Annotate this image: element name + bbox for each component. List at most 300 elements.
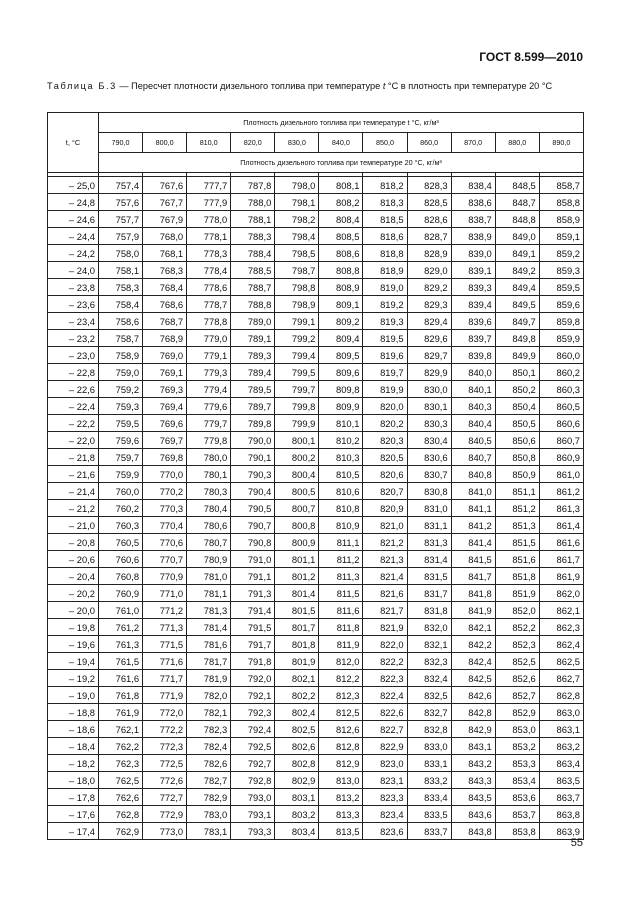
table-row <box>48 177 584 194</box>
density-cell: 820,0 <box>363 398 407 415</box>
density-cell: 813,3 <box>319 806 363 823</box>
density-cell: 771,0 <box>143 585 187 602</box>
density-cell: 849,4 <box>495 279 539 296</box>
density-cell: 793,3 <box>231 823 275 840</box>
density-cell: 791,4 <box>231 602 275 619</box>
table-row <box>48 432 584 449</box>
density-cell: 812,8 <box>319 738 363 755</box>
temperature-cell: – 24,6 <box>48 211 99 228</box>
density-cell: 808,6 <box>319 245 363 262</box>
density-cell: 811,9 <box>319 636 363 653</box>
density-cell: 841,0 <box>451 483 495 500</box>
density-cell: 772,6 <box>143 772 187 789</box>
density-cell: 759,0 <box>99 364 143 381</box>
density-cell: 853,8 <box>495 823 539 840</box>
density-cell: 812,9 <box>319 755 363 772</box>
density-cell: 771,9 <box>143 687 187 704</box>
density-cell: 761,6 <box>99 670 143 687</box>
density-cell: 772,9 <box>143 806 187 823</box>
density-cell: 853,0 <box>495 721 539 738</box>
density-cell: 849,9 <box>495 347 539 364</box>
density-cell: 782,1 <box>187 704 231 721</box>
density-cell: 839,1 <box>451 262 495 279</box>
temperature-cell: – 24,2 <box>48 245 99 262</box>
density-cell: 770,9 <box>143 568 187 585</box>
density-cell: 832,1 <box>407 636 451 653</box>
density-cell: 798,4 <box>275 228 319 245</box>
density-cell: 767,9 <box>143 211 187 228</box>
density-cell: 790,1 <box>231 449 275 466</box>
density-cell: 791,5 <box>231 619 275 636</box>
density-cell: 801,4 <box>275 585 319 602</box>
table-row <box>48 704 584 721</box>
density-cell: 849,7 <box>495 313 539 330</box>
density-cell: 773,0 <box>143 823 187 840</box>
density-cell: 841,4 <box>451 534 495 551</box>
density-cell: 821,2 <box>363 534 407 551</box>
density-cell: 760,9 <box>99 585 143 602</box>
density-cell: 788,0 <box>231 194 275 211</box>
density-cell: 858,8 <box>539 194 583 211</box>
density-cell: 819,0 <box>363 279 407 296</box>
temperature-cell: – 20,0 <box>48 602 99 619</box>
density-cell: 780,7 <box>187 534 231 551</box>
density-cell: 848,7 <box>495 194 539 211</box>
density-cell: 761,0 <box>99 602 143 619</box>
density-cell: 830,7 <box>407 466 451 483</box>
density-cell: 840,4 <box>451 415 495 432</box>
temperature-cell: – 19,8 <box>48 619 99 636</box>
density-cell: 819,2 <box>363 296 407 313</box>
density-cell: 842,6 <box>451 687 495 704</box>
density-cell: 843,5 <box>451 789 495 806</box>
density-cell: 843,6 <box>451 806 495 823</box>
density-cell: 787,8 <box>231 177 275 194</box>
density-cell: 862,0 <box>539 585 583 602</box>
density-cell: 833,4 <box>407 789 451 806</box>
density-cell: 859,3 <box>539 262 583 279</box>
density-cell: 778,6 <box>187 279 231 296</box>
density-cell: 802,1 <box>275 670 319 687</box>
temperature-cell: – 19,0 <box>48 687 99 704</box>
density-cell: 762,9 <box>99 823 143 840</box>
density-cell: 771,7 <box>143 670 187 687</box>
density-cell: 818,5 <box>363 211 407 228</box>
density-cell: 812,6 <box>319 721 363 738</box>
density-column-header: 800,0 <box>143 133 187 153</box>
density-cell: 841,7 <box>451 568 495 585</box>
table-row <box>48 755 584 772</box>
density-cell: 851,3 <box>495 517 539 534</box>
density-cell: 799,1 <box>275 313 319 330</box>
density-cell: 768,7 <box>143 313 187 330</box>
density-cell: 862,1 <box>539 602 583 619</box>
density-cell: 790,5 <box>231 500 275 517</box>
density-cell: 861,9 <box>539 568 583 585</box>
density-cell: 758,7 <box>99 330 143 347</box>
table-row <box>48 517 584 534</box>
density-cell: 822,6 <box>363 704 407 721</box>
density-cell: 818,3 <box>363 194 407 211</box>
density-cell: 769,6 <box>143 415 187 432</box>
density-cell: 757,6 <box>99 194 143 211</box>
density-cell: 779,6 <box>187 398 231 415</box>
density-cell: 759,2 <box>99 381 143 398</box>
density-cell: 788,3 <box>231 228 275 245</box>
temperature-cell: – 22,6 <box>48 381 99 398</box>
table-row <box>48 262 584 279</box>
density-cell: 839,6 <box>451 313 495 330</box>
density-cell: 762,2 <box>99 738 143 755</box>
density-cell: 798,8 <box>275 279 319 296</box>
table-row <box>48 381 584 398</box>
density-cell: 822,3 <box>363 670 407 687</box>
density-cell: 772,2 <box>143 721 187 738</box>
density-cell: 758,3 <box>99 279 143 296</box>
density-cell: 828,5 <box>407 194 451 211</box>
density-cell: 810,8 <box>319 500 363 517</box>
density-cell: 850,9 <box>495 466 539 483</box>
density-cell: 758,6 <box>99 313 143 330</box>
density-cell: 762,8 <box>99 806 143 823</box>
density-column-header: 860,0 <box>407 133 451 153</box>
density-cell: 841,5 <box>451 551 495 568</box>
table-row <box>48 806 584 823</box>
density-cell: 790,7 <box>231 517 275 534</box>
density-cell: 803,2 <box>275 806 319 823</box>
density-cell: 770,3 <box>143 500 187 517</box>
density-cell: 833,7 <box>407 823 451 840</box>
density-cell: 840,5 <box>451 432 495 449</box>
density-cell: 860,6 <box>539 415 583 432</box>
density-cell: 853,7 <box>495 806 539 823</box>
temperature-cell: – 21,0 <box>48 517 99 534</box>
table-row <box>48 738 584 755</box>
density-cell: 783,1 <box>187 823 231 840</box>
density-column-header: 890,0 <box>539 133 583 153</box>
density-cell: 840,8 <box>451 466 495 483</box>
density-cell: 792,8 <box>231 772 275 789</box>
density-cell: 852,7 <box>495 687 539 704</box>
density-cell: 760,0 <box>99 483 143 500</box>
density-cell: 780,9 <box>187 551 231 568</box>
temperature-cell: – 17,6 <box>48 806 99 823</box>
density-cell: 803,4 <box>275 823 319 840</box>
density-cell: 860,0 <box>539 347 583 364</box>
density-cell: 819,9 <box>363 381 407 398</box>
density-cell: 761,9 <box>99 704 143 721</box>
table-row <box>48 653 584 670</box>
density-cell: 863,7 <box>539 789 583 806</box>
density-cell: 838,9 <box>451 228 495 245</box>
temperature-cell: – 19,4 <box>48 653 99 670</box>
table-row <box>48 466 584 483</box>
density-cell: 833,5 <box>407 806 451 823</box>
density-cell: 839,8 <box>451 347 495 364</box>
density-cell: 772,5 <box>143 755 187 772</box>
density-cell: 859,5 <box>539 279 583 296</box>
density-cell: 848,5 <box>495 177 539 194</box>
table-row <box>48 364 584 381</box>
density-cell: 823,3 <box>363 789 407 806</box>
density-cell: 832,5 <box>407 687 451 704</box>
density-cell: 759,3 <box>99 398 143 415</box>
density-cell: 790,3 <box>231 466 275 483</box>
density-cell: 830,3 <box>407 415 451 432</box>
density-column-header: 810,0 <box>187 133 231 153</box>
table-row <box>48 585 584 602</box>
density-cell: 791,7 <box>231 636 275 653</box>
density-cell: 769,8 <box>143 449 187 466</box>
density-cell: 779,0 <box>187 330 231 347</box>
density-cell: 849,8 <box>495 330 539 347</box>
density-cell: 762,6 <box>99 789 143 806</box>
group-header-top: Плотность дизельного топлива при температуре t °С, кг/м³ <box>99 113 584 133</box>
density-cell: 812,5 <box>319 704 363 721</box>
density-cell: 759,9 <box>99 466 143 483</box>
temperature-cell: – 24,4 <box>48 228 99 245</box>
table-row <box>48 347 584 364</box>
density-cell: 859,1 <box>539 228 583 245</box>
density-cell: 829,6 <box>407 330 451 347</box>
density-cell: 863,8 <box>539 806 583 823</box>
table-row <box>48 398 584 415</box>
density-cell: 798,9 <box>275 296 319 313</box>
density-cell: 821,3 <box>363 551 407 568</box>
density-cell: 811,2 <box>319 551 363 568</box>
density-cell: 851,6 <box>495 551 539 568</box>
density-cell: 768,3 <box>143 262 187 279</box>
density-cell: 802,4 <box>275 704 319 721</box>
density-cell: 822,4 <box>363 687 407 704</box>
density-cell: 781,7 <box>187 653 231 670</box>
table-row <box>48 602 584 619</box>
table-row <box>48 296 584 313</box>
density-cell: 800,8 <box>275 517 319 534</box>
density-cell: 808,2 <box>319 194 363 211</box>
density-cell: 852,9 <box>495 704 539 721</box>
density-cell: 843,3 <box>451 772 495 789</box>
density-cell: 858,7 <box>539 177 583 194</box>
density-cell: 769,3 <box>143 381 187 398</box>
density-cell: 861,7 <box>539 551 583 568</box>
density-cell: 828,6 <box>407 211 451 228</box>
density-cell: 792,4 <box>231 721 275 738</box>
temperature-cell: – 24,0 <box>48 262 99 279</box>
density-cell: 828,7 <box>407 228 451 245</box>
density-cell: 821,0 <box>363 517 407 534</box>
density-cell: 779,3 <box>187 364 231 381</box>
density-column-header: 830,0 <box>275 133 319 153</box>
density-cell: 800,9 <box>275 534 319 551</box>
density-cell: 777,9 <box>187 194 231 211</box>
density-cell: 820,9 <box>363 500 407 517</box>
density-cell: 789,1 <box>231 330 275 347</box>
density-cell: 849,2 <box>495 262 539 279</box>
caption-text-1: — Пересчет плотности дизельного топлива при температуре <box>116 81 383 91</box>
density-cell: 861,2 <box>539 483 583 500</box>
density-cell: 798,1 <box>275 194 319 211</box>
density-cell: 808,5 <box>319 228 363 245</box>
density-cell: 791,3 <box>231 585 275 602</box>
temperature-cell: – 18,4 <box>48 738 99 755</box>
density-cell: 810,3 <box>319 449 363 466</box>
density-cell: 779,7 <box>187 415 231 432</box>
density-cell: 852,3 <box>495 636 539 653</box>
density-cell: 828,3 <box>407 177 451 194</box>
density-cell: 810,2 <box>319 432 363 449</box>
density-cell: 850,6 <box>495 432 539 449</box>
density-cell: 830,1 <box>407 398 451 415</box>
density-cell: 861,4 <box>539 517 583 534</box>
density-cell: 842,5 <box>451 670 495 687</box>
density-cell: 858,9 <box>539 211 583 228</box>
density-cell: 842,1 <box>451 619 495 636</box>
table-row <box>48 568 584 585</box>
density-column-header: 850,0 <box>363 133 407 153</box>
density-cell: 853,4 <box>495 772 539 789</box>
density-cell: 788,8 <box>231 296 275 313</box>
density-cell: 757,4 <box>99 177 143 194</box>
density-cell: 771,5 <box>143 636 187 653</box>
density-cell: 830,0 <box>407 381 451 398</box>
temperature-cell: – 23,8 <box>48 279 99 296</box>
density-cell: 789,8 <box>231 415 275 432</box>
density-cell: 863,9 <box>539 823 583 840</box>
temperature-cell: – 21,8 <box>48 449 99 466</box>
density-cell: 800,1 <box>275 432 319 449</box>
density-cell: 810,1 <box>319 415 363 432</box>
density-cell: 852,5 <box>495 653 539 670</box>
density-cell: 789,5 <box>231 381 275 398</box>
density-cell: 851,1 <box>495 483 539 500</box>
density-cell: 767,7 <box>143 194 187 211</box>
density-cell: 829,2 <box>407 279 451 296</box>
table-row <box>48 721 584 738</box>
density-cell: 833,1 <box>407 755 451 772</box>
density-cell: 860,5 <box>539 398 583 415</box>
density-cell: 782,6 <box>187 755 231 772</box>
density-cell: 861,3 <box>539 500 583 517</box>
density-cell: 779,1 <box>187 347 231 364</box>
density-column-header: 880,0 <box>495 133 539 153</box>
density-cell: 852,6 <box>495 670 539 687</box>
density-cell: 790,0 <box>231 432 275 449</box>
temperature-cell: – 25,0 <box>48 177 99 194</box>
temperature-cell: – 17,4 <box>48 823 99 840</box>
density-cell: 768,4 <box>143 279 187 296</box>
density-cell: 799,7 <box>275 381 319 398</box>
density-cell: 822,0 <box>363 636 407 653</box>
density-cell: 802,5 <box>275 721 319 738</box>
density-cell: 832,0 <box>407 619 451 636</box>
density-cell: 808,4 <box>319 211 363 228</box>
temperature-cell: – 20,4 <box>48 568 99 585</box>
density-cell: 769,4 <box>143 398 187 415</box>
density-cell: 829,0 <box>407 262 451 279</box>
density-cell: 820,6 <box>363 466 407 483</box>
density-cell: 781,9 <box>187 670 231 687</box>
density-cell: 863,0 <box>539 704 583 721</box>
density-cell: 770,6 <box>143 534 187 551</box>
density-cell: 840,3 <box>451 398 495 415</box>
density-cell: 851,9 <box>495 585 539 602</box>
density-cell: 782,4 <box>187 738 231 755</box>
density-cell: 850,4 <box>495 398 539 415</box>
temperature-cell: – 20,2 <box>48 585 99 602</box>
density-cell: 859,8 <box>539 313 583 330</box>
density-cell: 762,1 <box>99 721 143 738</box>
density-cell: 838,4 <box>451 177 495 194</box>
density-cell: 841,2 <box>451 517 495 534</box>
temperature-cell: – 18,8 <box>48 704 99 721</box>
table-row <box>48 330 584 347</box>
density-cell: 862,8 <box>539 687 583 704</box>
table-row <box>48 313 584 330</box>
density-cell: 839,3 <box>451 279 495 296</box>
density-cell: 811,8 <box>319 619 363 636</box>
density-cell: 859,9 <box>539 330 583 347</box>
density-cell: 761,8 <box>99 687 143 704</box>
density-cell: 820,3 <box>363 432 407 449</box>
temperature-cell: – 19,6 <box>48 636 99 653</box>
density-cell: 831,3 <box>407 534 451 551</box>
density-cell: 792,0 <box>231 670 275 687</box>
temperature-header: t, °С <box>48 113 99 173</box>
standard-id: ГОСТ 8.599—2010 <box>479 50 583 64</box>
density-cell: 769,0 <box>143 347 187 364</box>
density-cell: 768,1 <box>143 245 187 262</box>
density-cell: 778,1 <box>187 228 231 245</box>
density-cell: 780,3 <box>187 483 231 500</box>
density-cell: 863,4 <box>539 755 583 772</box>
density-cell: 860,9 <box>539 449 583 466</box>
temperature-cell: – 21,4 <box>48 483 99 500</box>
density-cell: 820,7 <box>363 483 407 500</box>
density-cell: 861,0 <box>539 466 583 483</box>
density-cell: 860,7 <box>539 432 583 449</box>
table-row <box>48 823 584 840</box>
density-cell: 771,2 <box>143 602 187 619</box>
density-cell: 819,6 <box>363 347 407 364</box>
temperature-cell: – 22,2 <box>48 415 99 432</box>
density-cell: 778,0 <box>187 211 231 228</box>
density-cell: 832,7 <box>407 704 451 721</box>
density-cell: 761,2 <box>99 619 143 636</box>
density-cell: 809,6 <box>319 364 363 381</box>
density-cell: 809,8 <box>319 381 363 398</box>
density-cell: 823,0 <box>363 755 407 772</box>
density-cell: 780,1 <box>187 466 231 483</box>
density-cell: 759,7 <box>99 449 143 466</box>
density-cell: 759,5 <box>99 415 143 432</box>
caption-variable: t <box>382 81 386 91</box>
table-row <box>48 636 584 653</box>
density-cell: 770,7 <box>143 551 187 568</box>
density-cell: 781,6 <box>187 636 231 653</box>
density-cell: 800,2 <box>275 449 319 466</box>
density-cell: 788,7 <box>231 279 275 296</box>
density-cell: 762,3 <box>99 755 143 772</box>
density-cell: 859,6 <box>539 296 583 313</box>
density-cell: 757,7 <box>99 211 143 228</box>
density-cell: 799,4 <box>275 347 319 364</box>
density-cell: 852,2 <box>495 619 539 636</box>
temperature-cell: – 18,0 <box>48 772 99 789</box>
density-cell: 758,1 <box>99 262 143 279</box>
density-cell: 812,0 <box>319 653 363 670</box>
density-cell: 860,3 <box>539 381 583 398</box>
